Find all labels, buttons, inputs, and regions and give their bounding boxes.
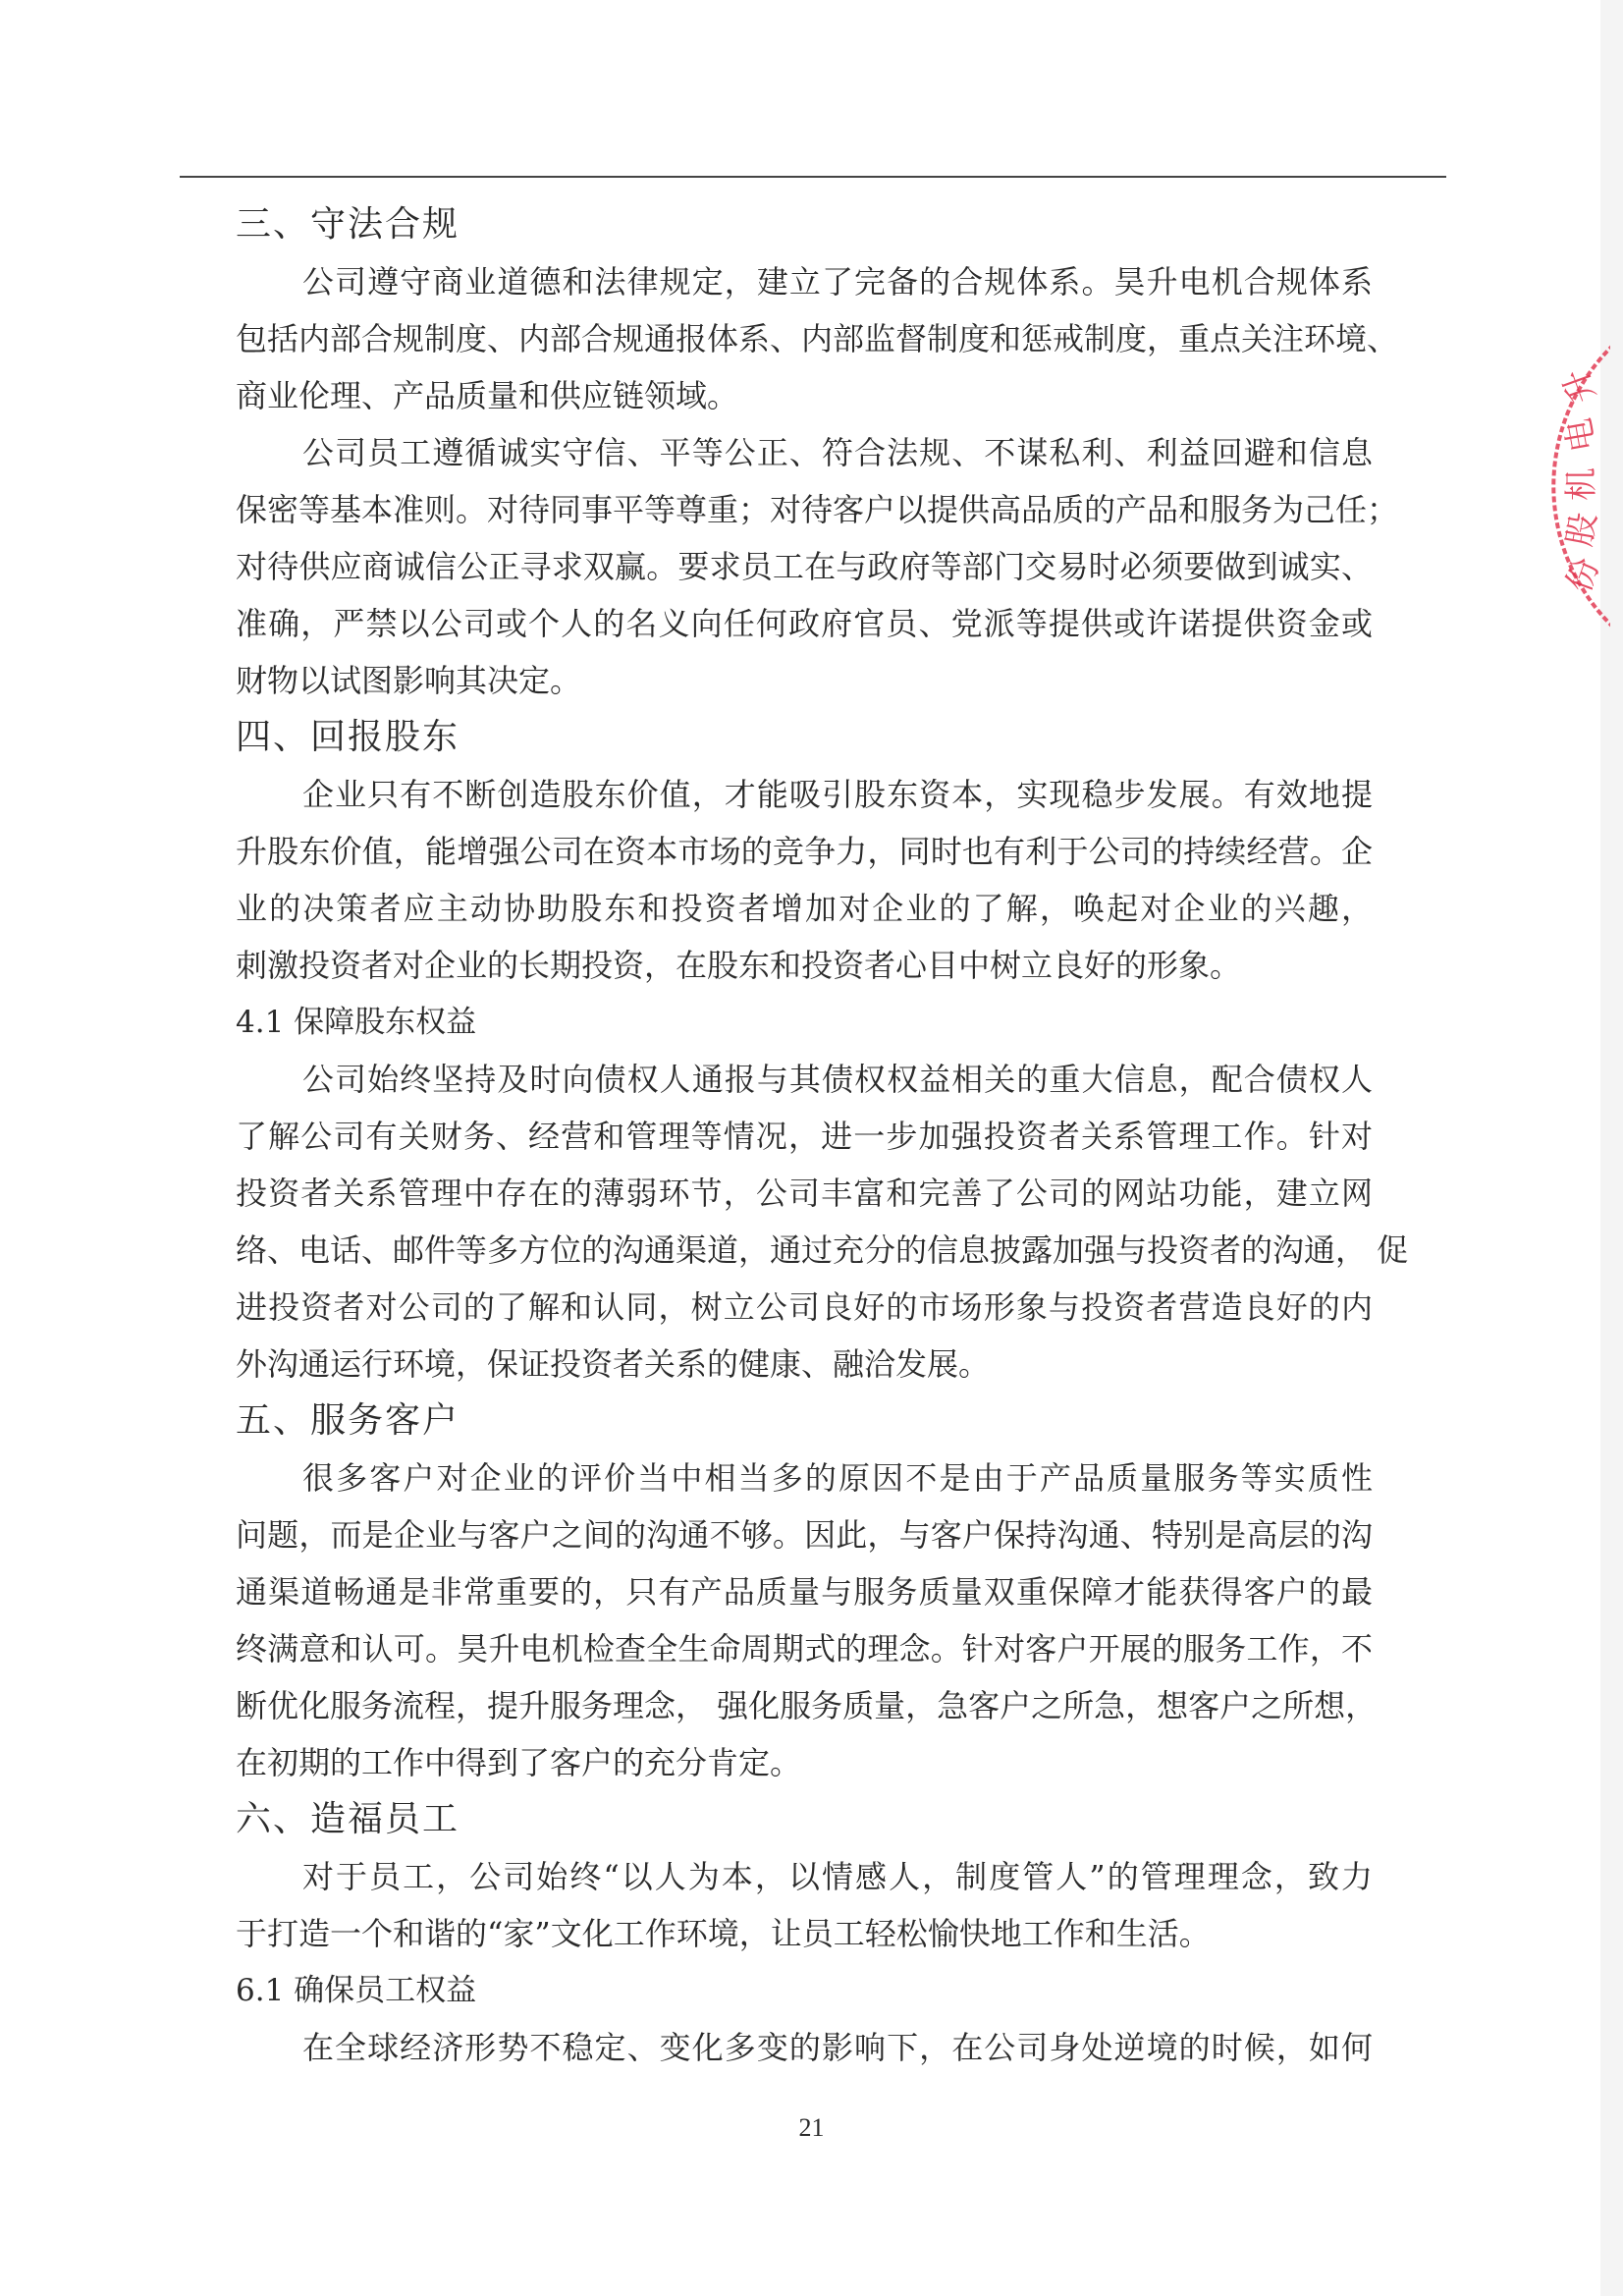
paragraph-line: 在初期的工作中得到了客户的充分肯定。 [236,1744,802,1781]
subsection-heading: 6.1 确保员工权益 [236,1973,477,2008]
paragraph-line: 刺激投资者对企业的长期投资，在股东和投资者心目中树立良好的形象。 [236,947,1242,984]
seal-character: 升 [1555,363,1604,409]
subsection-heading: 4.1 保障股东权益 [236,1005,477,1040]
paragraph-line: 问题，而是企业与客户之间的沟通不够。因此，与客户保持沟通、特别是高层的沟 [236,1516,1373,1554]
section-heading: 六、造福员工 [236,1799,460,1839]
paragraph-line: 外沟通运行环境，保证投资者关系的健康、融洽发展。 [236,1345,991,1383]
paragraph-line: 进投资者对公司的了解和认同，树立公司良好的市场形象与投资者营造良好的内 [236,1288,1373,1326]
paragraph-line: 商业伦理、产品质量和供应链领域。 [236,377,739,414]
paragraph [236,766,1373,994]
paragraph [236,424,1399,709]
paragraph-line: 对于员工，公司始终“以人为本，以情感人，制度管人”的管理理念，致力 [302,1858,1373,1895]
document-body [236,196,1409,2076]
paragraph-line: 在全球经济形势不稳定、变化多变的影响下，在公司身处逆境的时候，如何 [302,2029,1373,2066]
paragraph-line: 公司员工遵循诚实守信、平等公正、符合法规、不谋私利、利益回避和信息 [302,434,1373,471]
company-seal-stamp [1551,334,1610,638]
paragraph-line: 保密等基本准则。对待同事平等尊重；对待客户以提供高品质的产品和服务为己任； [236,491,1399,528]
paragraph-line: 于打造一个和谐的“家”文化工作环境，让员工轻松愉快地工作和生活。 [236,1915,1211,1952]
paragraph-line: 包括内部合规制度、内部合规通报体系、内部监督制度和惩戒制度，重点关注环境、 [236,320,1399,357]
paragraph [236,253,1399,424]
paragraph [236,1051,1409,1393]
paragraph-line: 了解公司有关财务、经营和管理等情况，进一步加强投资者关系管理工作。针对 [236,1118,1373,1155]
paragraph-line: 准确，严禁以公司或个人的名义向任何政府官员、党派等提供或许诺提供资金或 [236,605,1373,642]
paragraph-line: 业的决策者应主动协助股东和投资者增加对企业的了解，唤起对企业的兴趣， [236,890,1373,927]
paragraph-line: 财物以试图影响其决定。 [236,662,582,699]
page-number: 21 [798,2113,825,2142]
paragraph-line: 对待供应商诚信公正寻求双赢。要求员工在与政府等部门交易时必须要做到诚实、 [236,548,1373,585]
section-heading: 四、回报股东 [236,717,460,757]
paragraph-line: 投资者关系管理中存在的薄弱环节，公司丰富和完善了公司的网站功能，建立网 [236,1175,1373,1212]
paragraph-line: 公司始终坚持及时向债权人通报与其债权权益相关的重大信息，配合债权人 [302,1061,1373,1098]
seal-character: 份 [1559,552,1608,598]
paragraph-line: 断优化服务流程，提升服务理念， 强化服务质量，急客户之所急，想客户之所想， [236,1687,1378,1724]
paragraph [236,1449,1378,1791]
paragraph-line: 企业只有不断创造股东价值，才能吸引股东资本，实现稳步发展。有效地提 [302,776,1373,813]
seal-character: 电 [1558,414,1604,456]
paragraph-line: 通渠道畅通是非常重要的，只有产品质量与服务质量双重保障才能获得客户的最 [236,1573,1373,1611]
seal-character: 机 [1562,467,1601,501]
paragraph-line: 升股东价值，能增强公司在资本市场的竞争力，同时也有利于公司的持续经营。企 [236,833,1373,870]
paragraph [236,1848,1373,1962]
header-rule [180,176,1446,178]
paragraph-line: 络、电话、邮件等多方位的沟通渠道，通过充分的信息披露加强与投资者的沟通， 促 [236,1231,1409,1269]
paragraph-line: 很多客户对企业的评价当中相当多的原因不是由于产品质量服务等实质性 [302,1459,1373,1497]
section-heading: 三、守法合规 [236,204,460,245]
paragraph-line: 公司遵守商业道德和法律规定，建立了完备的合规体系。昊升电机合规体系 [302,263,1373,301]
section-heading: 五、服务客户 [236,1400,460,1441]
seal-character: 股 [1559,510,1605,550]
paragraph-line: 终满意和认可。昊升电机检查全生命周期式的理念。针对客户开展的服务工作，不 [236,1630,1373,1667]
paragraph [236,2019,1373,2076]
